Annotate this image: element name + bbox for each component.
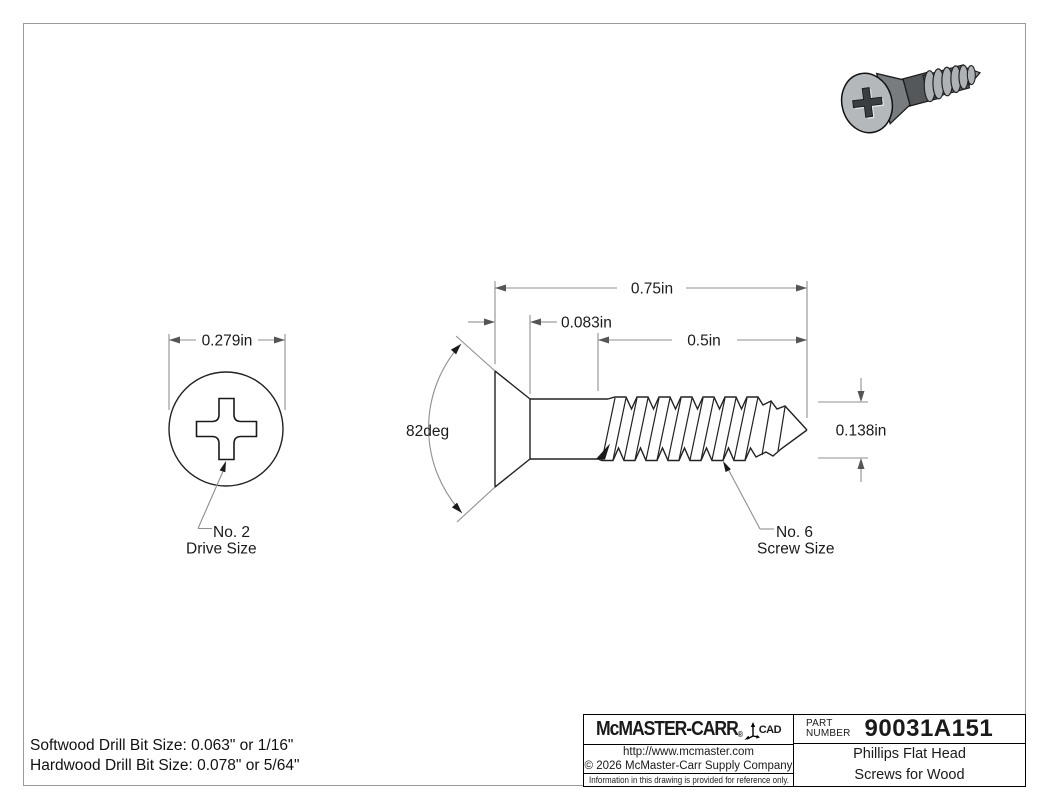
screw-size-label-line1: No. 6 — [776, 524, 814, 541]
dim-head-height: 0.083in — [561, 314, 612, 332]
mcmaster-carr-logo: McMASTER-CARR® — [595, 718, 742, 740]
cad-axes-icon — [744, 720, 760, 740]
thread-runout-wedge — [596, 444, 610, 460]
screw-3d-view — [835, 44, 988, 139]
disclaimer-row — [584, 774, 793, 786]
brand-row — [584, 715, 793, 745]
dim-thread-length: 0.5in — [687, 332, 721, 350]
drive-size-label-line1: No. 2 — [213, 524, 251, 541]
thread-ribbons — [602, 397, 785, 460]
part-number-row — [794, 715, 1025, 744]
part-number-caption: PART NUMBER — [806, 718, 851, 739]
screw-size-leader — [723, 461, 774, 529]
site-row — [584, 745, 793, 774]
drive-size-label-line2: Drive Size — [186, 540, 257, 558]
overall-length-dimension — [495, 281, 807, 418]
part-number-value: 90031A151 — [864, 715, 994, 742]
drive-size-leader — [198, 461, 226, 529]
dim-head-diameter: 0.279in — [201, 332, 253, 350]
screw-body-outline — [495, 371, 807, 487]
head-outline-circle — [169, 372, 283, 486]
head-front-view — [169, 333, 285, 558]
drill-bit-notes — [30, 736, 299, 776]
title-block-right — [794, 715, 1025, 786]
cad-label: CAD — [758, 723, 782, 736]
cad-badge — [744, 720, 781, 740]
product-name-line1: Phillips Flat Head — [853, 746, 966, 762]
disclaimer-text: Information in this drawing is provided for reference only. — [588, 774, 789, 786]
hardwood-note: Hardwood Drill Bit Size: 0.078" or 5/64" — [30, 757, 300, 774]
registered-mark: ® — [737, 730, 742, 739]
screw-3d-threads — [917, 58, 982, 105]
softwood-note: Softwood Drill Bit Size: 0.063" or 1/16" — [30, 737, 294, 754]
head-height-dimension — [468, 315, 557, 394]
website-url: http://www.mcmaster.com — [622, 746, 754, 758]
phillips-cross — [197, 399, 257, 460]
product-name — [794, 744, 1025, 786]
title-block — [583, 714, 1026, 787]
screw-size-label-line2: Screw Size — [757, 540, 835, 558]
product-name-line2: Screws for Wood — [854, 767, 965, 783]
dim-head-angle: 82deg — [406, 423, 450, 440]
dim-overall-length: 0.75in — [630, 280, 674, 298]
copyright-text: © 2026 McMaster-Carr Supply Company — [584, 759, 793, 772]
title-block-left — [584, 715, 794, 786]
dim-screw-diameter: 0.138in — [835, 422, 887, 440]
screw-side-view — [406, 281, 886, 558]
